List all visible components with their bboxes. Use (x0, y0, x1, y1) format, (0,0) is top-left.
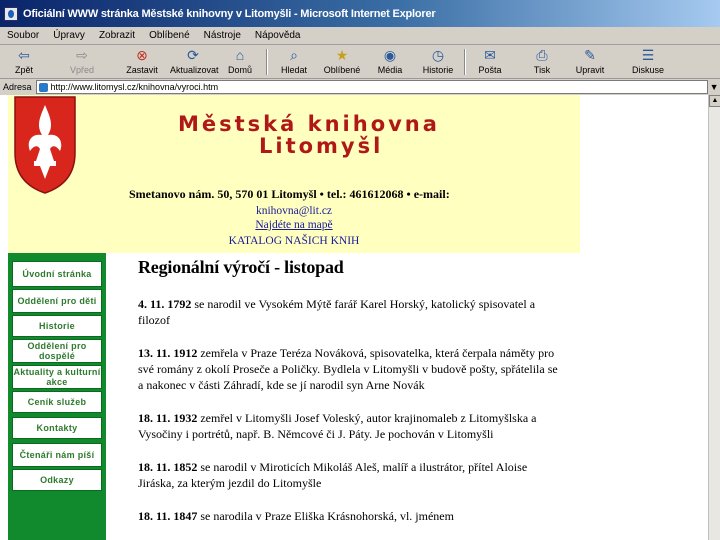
coat-of-arms-icon (12, 95, 78, 195)
search-icon: ⌕ (290, 47, 298, 63)
history-icon: ◷ (431, 47, 445, 63)
nav-news[interactable]: Aktuality a kulturní akce (13, 367, 101, 387)
title-bar (0, 0, 720, 27)
home-icon: ⌂ (235, 47, 245, 63)
back-button[interactable]: ⇦ Zpět (14, 47, 33, 75)
refresh-icon: ⟳ (187, 47, 199, 63)
discuss-icon: ☰ (641, 47, 655, 63)
address-url: http://www.litomysl.cz/knihovna/vyroci.htm (50, 82, 219, 92)
home-button[interactable]: ⌂ Domů (227, 47, 252, 75)
forward-arrow-icon: ⇨ (76, 47, 88, 63)
address-input[interactable] (36, 80, 709, 94)
library-title-line1: Městská knihovna (178, 112, 440, 136)
search-button[interactable]: ⌕ Hledat (280, 47, 307, 75)
window-title: Oficiální WWW stránka Městské knihovny v Litomyšli - Microsoft Internet Explorer (23, 7, 436, 20)
contact-address: Smetanovo nám. 50, 570 01 Litomyšl • tel.: 461612068 • e-mail: (129, 187, 450, 201)
article-entry: 18. 11. 1847 se narodila v Praze Eliška Krásnohorská, vl. jménem (138, 509, 454, 523)
page-content (0, 95, 708, 540)
favorites-star-icon: ★ (335, 47, 349, 63)
toolbar (0, 45, 720, 79)
article-entry: 4. 11. 1792 se narodil ve Vysokém Mýtě farář Karel Horský, katolický spisovatel a filozof (138, 297, 536, 327)
menu-tools[interactable]: Nástroje (203, 30, 241, 41)
stop-icon: ⊗ (136, 47, 148, 63)
discuss-button[interactable]: ☰ Diskuse (631, 47, 664, 75)
article (138, 257, 558, 540)
menu-view[interactable]: Zobrazit (98, 30, 136, 41)
address-dropdown-icon[interactable]: ▼ (709, 82, 719, 92)
menu-edit[interactable]: Úpravy (53, 30, 85, 41)
media-icon: ◉ (383, 47, 397, 63)
ie-app-icon[interactable] (4, 7, 18, 21)
print-button[interactable]: ⎙ Tisk (533, 47, 551, 75)
nav-links[interactable]: Odkazy (12, 469, 102, 491)
article-entry: 18. 11. 1852 se narodil v Miroticích Mikoláš Aleš, malíř a ilustrátor, přítel Aloise Jiráska, za kterým jezdil do Litomyšle (138, 460, 528, 490)
library-header (8, 95, 580, 253)
library-title (178, 113, 578, 157)
vertical-scrollbar[interactable] (708, 95, 720, 540)
forward-button[interactable]: ⇨ Vpřed (69, 47, 95, 75)
menu-help[interactable]: Nápověda (254, 30, 301, 41)
article-entry: 18. 11. 1932 zemřel v Litomyšli Josef Voleský, autor krajinomaleb z Litomyšlska a Vysočiny i portrétů, např. B. Němcové či J. Páty. Je pochován v Litomyšli (138, 411, 537, 441)
toolbar-separator (464, 49, 466, 75)
refresh-button[interactable]: ⟳ Aktualizovat (170, 47, 219, 75)
address-bar (0, 79, 720, 95)
nav-price-list[interactable]: Ceník služeb (12, 391, 102, 413)
nav-contacts[interactable]: Kontakty (12, 417, 102, 439)
email-link[interactable]: knihovna@lit.cz (255, 205, 333, 217)
scroll-up-icon[interactable]: ▲ (709, 95, 720, 107)
nav-children-dept[interactable]: Oddělení pro děti (12, 289, 102, 313)
mail-icon: ✉ (484, 47, 496, 63)
stop-button[interactable]: ⊗ Zastavit (126, 47, 158, 75)
printer-icon: ⎙ (536, 47, 548, 63)
library-title-line2: Litomyšl (259, 134, 384, 158)
map-link[interactable]: Najdéte na mapě (255, 219, 333, 231)
page-title: Regionální výročí - listopad (138, 257, 344, 277)
edit-icon: ✎ (584, 47, 596, 63)
history-button[interactable]: ◷ Historie (422, 47, 454, 75)
mail-button[interactable]: ✉ Pošta (478, 47, 502, 75)
toolbar-separator (266, 49, 268, 75)
edit-button[interactable]: ✎ Upravit (575, 47, 605, 75)
side-navigation (8, 253, 106, 540)
nav-history[interactable]: Historie (12, 315, 102, 337)
nav-home[interactable]: Úvodní stránka (12, 261, 102, 287)
back-arrow-icon: ⇦ (18, 47, 30, 63)
favorites-button[interactable]: ★ Oblíbené (323, 47, 361, 75)
menu-bar (0, 27, 720, 45)
catalog-link[interactable]: KATALOG NAŠICH KNIH (228, 235, 360, 247)
menu-file[interactable]: Soubor (7, 30, 40, 41)
article-entry: 13. 11. 1912 zemřela v Praze Teréza Nováková, spisovatelka, která čerpala náměty pro své romány z okolí Proseče a Poličky. Bydlela v Litomyšli v budově pošty, spřátelila se a nakonec v části Záhradí, kde se jí narodil syn Arne Novák (138, 346, 558, 392)
menu-favorites[interactable]: Oblíbené (149, 30, 190, 41)
nav-reader-letters[interactable]: Čtenáři nám píší (12, 443, 102, 467)
page-icon (39, 83, 48, 92)
media-button[interactable]: ◉ Média (377, 47, 403, 75)
address-label: Adresa (3, 82, 32, 92)
nav-adult-dept[interactable]: Oddělení pro dospělé (12, 339, 102, 363)
